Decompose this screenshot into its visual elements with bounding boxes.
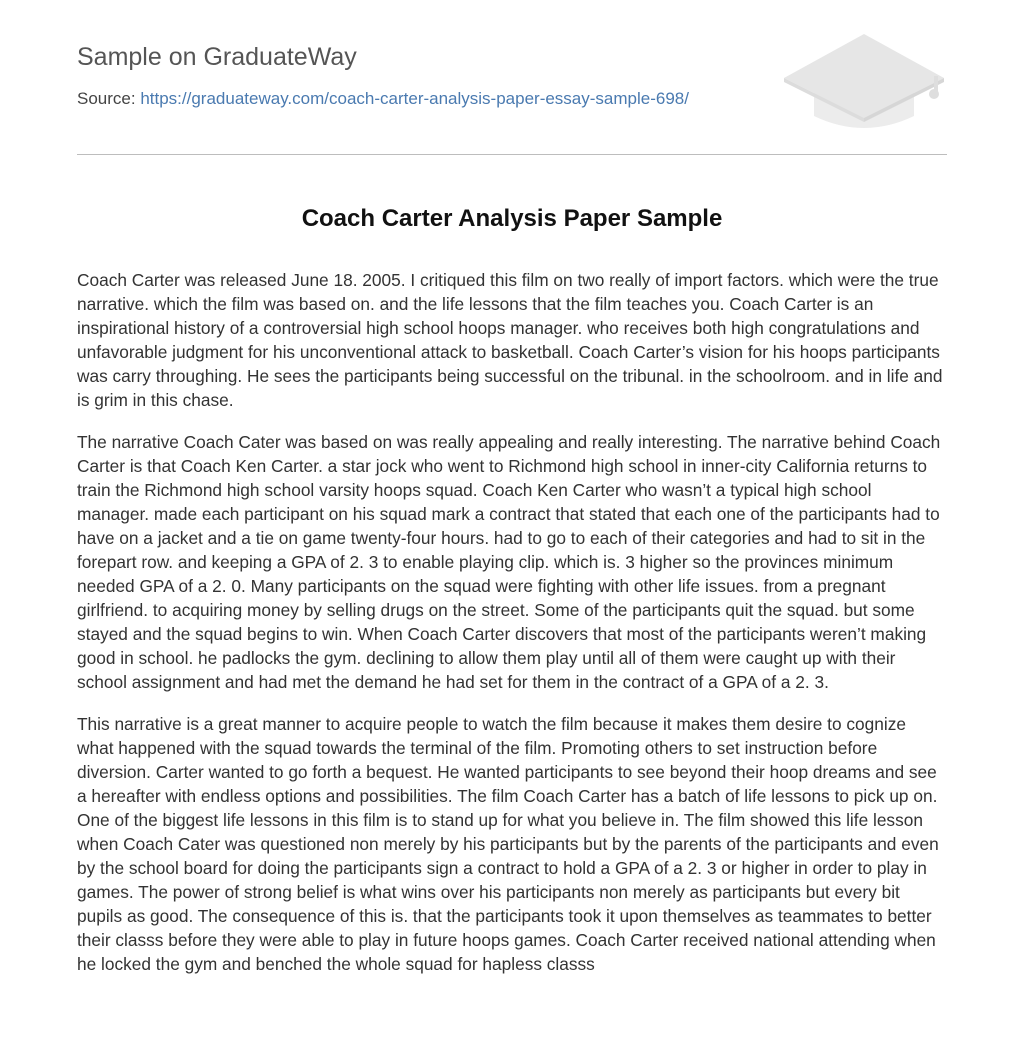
paragraph: This narrative is a great manner to acquire people to watch the film because it makes them desire to cognize what happened with the squad towards the terminal of the film. Promoting others to set instruction before diversion. Carter wanted to go forth a bequest. He wanted participants to see beyond their hoop dreams and see a hereafter with endless options and possibilities. The film Coach Carter has a batch of life lessons to pick up on. One of the biggest life lessons in this film is to stand up for what you believe in. The film showed this life lesson when Coach Cater was questioned non merely by his participants but by the parents of the participants and even by the school board for doing the participants sign a contract to hold a GPA of a 2. 3 or higher in order to play in games. The power of strong belief is what wins over his participants non merely as participants but every bit pupils as good. The consequence of this is. that the participants took it upon themselves as teammates to better their classs before they were able to play in future hoops games. Coach Carter received national attending when he locked the gym and benched the whole squad for hapless classs [77, 714, 939, 974]
source-link[interactable]: https://graduateway.com/coach-carter-analysis-paper-essay-sample-698/ [140, 89, 689, 108]
header-divider [77, 154, 947, 155]
source-line [77, 89, 689, 109]
source-label: Source: [77, 89, 136, 108]
document-title: Coach Carter Analysis Paper Sample [301, 205, 723, 232]
paragraph: Coach Carter was released June 18. 2005. I critiqued this film on two really of import factors. which were the true narrative. which the film was based on. and the life lessons that the film teaches you. Coach Carter is an inspirational history of a controversial high school hoops manager. who receives both high congratulations and unfavorable judgment for his unconventional attack to basketball. Coach Carter’s vision for his hoops participants was carry throughing. He sees the participants being successful on the tribunal. in the schoolroom. and in life and is grim in this chase. [77, 270, 943, 410]
document-body [77, 268, 947, 1003]
paragraph: The narrative Coach Cater was based on was really appealing and really interesting. The narrative behind Coach Carter is that Coach Ken Carter. a star jock who went to Richmond high school in inner-city California returns to train the Richmond high school varsity hoops squad. Coach Ken Carter who wasn’t a typical high school manager. made each participant on his squad mark a contract that stated that each one of the participants had to have on a jacket and a tie on game twenty-four hours. had to go to each of their categories and had to sit in the forepart row. and keeping a GPA of 2. 3 to enable playing clip. which is. 3 higher so the provinces minimum needed GPA of a 2. 0. Many participants on the squad were fighting with other life issues. from a pregnant girlfriend. to acquiring money by selling drugs on the street. Some of the participants quit the squad. but some stayed and the squad begins to win. When Coach Carter discovers that most of the participants weren’t making good in school. he padlocks the gym. declining to allow them play until all of them were caught up with their school assignment and had met the demand he had set for them in the contract of a GPA of a 2. 3. [77, 432, 941, 692]
graduation-cap-icon [782, 30, 947, 132]
site-title: Sample on GraduateWay [77, 43, 357, 71]
